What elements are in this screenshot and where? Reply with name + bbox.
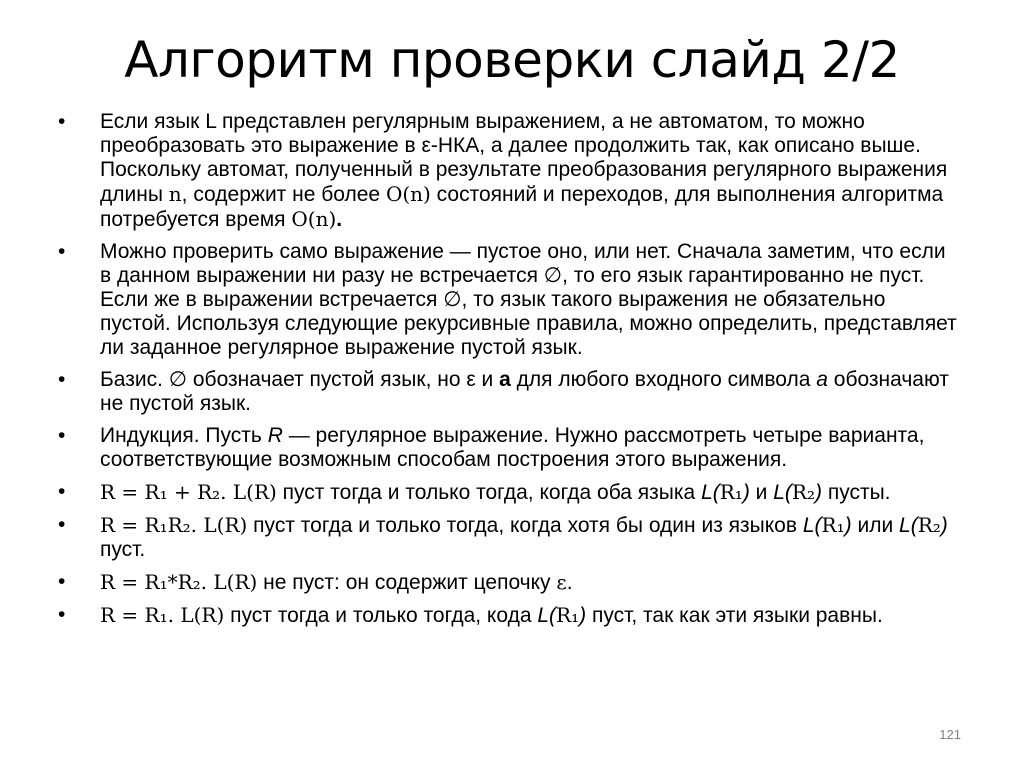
math-formula: R = R₁R₂. L(R): [100, 513, 248, 537]
item-text: состояний и переходов, для выполнения алгоритма потребуется время: [100, 183, 944, 231]
bullet-icon: •: [58, 570, 66, 593]
math-formula: R = R₁ + R₂. L(R): [100, 480, 277, 504]
italic-text: ): [940, 514, 948, 537]
bullet-icon: •: [58, 240, 66, 263]
bullet-icon: •: [58, 480, 66, 503]
item-text: .: [566, 571, 573, 594]
list-item: [58, 603, 958, 628]
item-text: или: [851, 514, 900, 537]
math-formula: R = R₁. L(R): [100, 603, 225, 627]
list-item: [58, 240, 958, 360]
item-text: , содержит не более: [181, 183, 386, 206]
list-item: [58, 424, 958, 472]
item-text: не пуст: он содержит цепочку: [257, 571, 557, 594]
item-text: пусты.: [822, 481, 891, 504]
bullet-list: [58, 110, 958, 636]
italic-text: L(: [701, 481, 720, 504]
math-formula: R₂: [791, 480, 815, 504]
italic-text: L(: [537, 604, 557, 627]
bullet-icon: •: [58, 424, 66, 447]
math-formula: R₁: [556, 603, 580, 627]
italic-text: L(: [802, 514, 822, 537]
slide-title: Алгоритм проверки слайд 2/2: [124, 31, 900, 89]
bullet-icon: •: [58, 513, 66, 536]
italic-symbol: a: [816, 368, 828, 391]
math-big-o: O(n): [291, 207, 337, 231]
list-item: [58, 513, 958, 562]
item-text: — регулярное выражение. Нужно рассмотреть четыре варианта, соответствующие возможным способам построения этого выражения.: [100, 424, 925, 471]
italic-text: ): [815, 481, 822, 504]
page-number: 121: [939, 727, 961, 742]
math-epsilon: ε: [556, 570, 567, 594]
italic-text: ): [579, 604, 587, 627]
list-item: [58, 368, 958, 416]
item-text: Если язык L представлен регулярным выражением, а не автоматом, то можно преобразовать это выражение в ε-НКА, а далее продолжить так, как описано выше. Поскольку автомат, полученный в результате преобразования регулярного выражения длины: [100, 110, 948, 206]
italic-text: L(: [899, 514, 918, 537]
item-text: и: [749, 481, 774, 504]
item-text: обозначают не пустой язык.: [100, 368, 949, 415]
item-text: .: [336, 208, 343, 231]
list-item: [58, 570, 958, 595]
item-text: Индукция. Пусть: [100, 424, 268, 447]
item-text: Можно проверить само выражение — пустое оно, или нет. Сначала заметим, что если в данном выражении ни разу не встречается ∅, то его язык гарантированно не пуст. Если же в выражении встречается ∅, то язык такого выражения не обязательно пустой. Используя следующие рекурсивные правила, можно определить, представляет ли заданное регулярное выражение пустой язык.: [100, 240, 957, 359]
italic-symbol: R: [267, 424, 283, 447]
math-formula: R = R₁*R₂. L(R): [100, 570, 258, 594]
item-text: пуст.: [100, 538, 146, 561]
item-text: пуст тогда и только тогда, кода: [224, 604, 538, 627]
bullet-icon: •: [58, 603, 66, 626]
list-item: [58, 480, 958, 505]
item-text: пуст, так как эти языки равны.: [586, 604, 883, 627]
item-text: для любого входного символа: [510, 368, 817, 391]
math-n: n: [168, 182, 182, 206]
bullet-icon: •: [58, 110, 66, 133]
item-text: пуст тогда и только тогда, когда оба языка: [276, 481, 702, 504]
math-formula: R₁: [719, 480, 743, 504]
item-text: пуст тогда и только тогда, когда хотя бы один из языков: [247, 514, 803, 537]
bold-symbol: a: [499, 368, 511, 391]
italic-text: L(: [773, 481, 792, 504]
italic-text: ): [742, 481, 750, 504]
list-item: [58, 110, 958, 232]
italic-text: ): [844, 514, 852, 537]
math-formula: R₁: [821, 513, 845, 537]
math-formula: R₂: [917, 513, 941, 537]
math-big-o: O(n): [385, 182, 431, 206]
bullet-icon: •: [58, 368, 66, 391]
item-text: Базис. ∅ обозначает пустой язык, но ε и: [100, 368, 500, 391]
